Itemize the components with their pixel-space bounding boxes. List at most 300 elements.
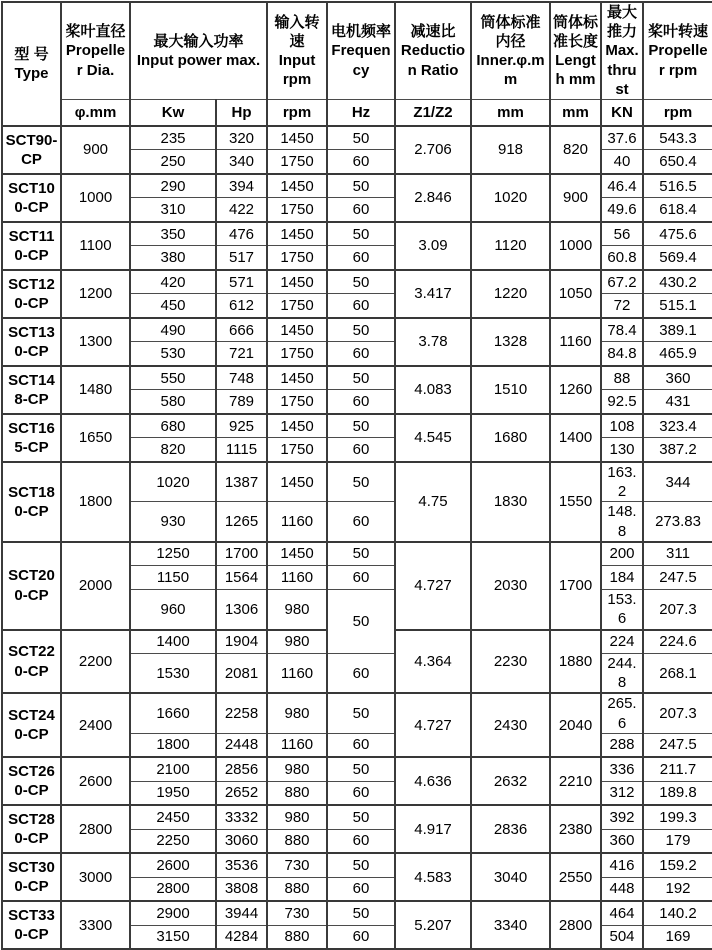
model-cell: SCT260-CP [2,757,61,805]
cell-reduction-ratio: 4.727 [395,542,471,630]
cell-propeller-dia: 2000 [61,542,130,630]
cell-propeller-rpm: 211.7 [643,757,712,781]
header-propeller-dia-en: Propeller Dia. [65,42,126,79]
table-row [2,126,712,150]
cell-reduction-ratio: 4.636 [395,757,471,805]
model-cell: SCT240-CP [2,693,61,757]
spec-table-body [2,126,712,949]
header-type-zh: 型 号 [14,45,49,63]
cell-input-rpm: 1450 [267,126,327,150]
cell-kw: 310 [130,198,216,222]
cell-reduction-ratio: 3.78 [395,318,471,366]
cell-propeller-rpm: 268.1 [643,654,712,694]
cell-inner-dia: 3040 [471,853,550,901]
cell-propeller-rpm: 207.3 [643,590,712,630]
cell-hp: 1265 [216,502,267,542]
cell-propeller-rpm: 224.6 [643,630,712,654]
cell-hp: 422 [216,198,267,222]
cell-max-thrust: 37.6 [601,126,643,150]
cell-kw: 2600 [130,853,216,877]
header-row-units [2,99,712,126]
cell-propeller-rpm: 465.9 [643,342,712,366]
cell-inner-dia: 2836 [471,805,550,853]
cell-kw: 1950 [130,781,216,805]
cell-max-thrust: 46.4 [601,174,643,198]
cell-hp: 3536 [216,853,267,877]
unit-cell-kn: KN [601,99,643,126]
header-input-power-zh: 最大输入功率 [153,32,244,50]
header-max-thrust-zh: 最大推力 [607,4,638,41]
cell-propeller-dia: 2400 [61,693,130,757]
cell-kw: 2800 [130,877,216,901]
header-inner-dia-en: Inner.φ.mm [476,51,545,89]
cell-input-rpm: 1750 [267,198,327,222]
cell-propeller-rpm: 169 [643,925,712,949]
cell-hp: 2081 [216,654,267,694]
cell-input-rpm: 1160 [267,654,327,694]
cell-frequency: 60 [327,925,395,949]
unit-cell-hz: Hz [327,99,395,126]
cell-propeller-rpm: 247.5 [643,566,712,590]
cell-kw: 3150 [130,925,216,949]
cell-kw: 2250 [130,829,216,853]
model-cell: SCT300-CP [2,853,61,901]
cell-input-rpm: 1750 [267,246,327,270]
model-cell: SCT200-CP [2,542,61,630]
cell-input-rpm: 1160 [267,733,327,757]
cell-kw: 350 [130,222,216,246]
header-propeller-dia-zh: 桨叶直径 [65,23,126,41]
cell-input-rpm: 880 [267,877,327,901]
cell-propeller-rpm: 159.2 [643,853,712,877]
cell-hp: 1700 [216,542,267,566]
cell-hp: 3808 [216,877,267,901]
cell-length: 1160 [550,318,601,366]
cell-propeller-dia: 900 [61,126,130,174]
cell-propeller-rpm: 569.4 [643,246,712,270]
cell-propeller-dia: 3000 [61,853,130,901]
cell-input-rpm: 730 [267,901,327,925]
cell-kw: 1530 [130,654,216,694]
cell-max-thrust: 108 [601,414,643,438]
cell-hp: 1387 [216,462,267,502]
cell-input-rpm: 980 [267,693,327,733]
cell-kw: 1800 [130,733,216,757]
cell-max-thrust: 336 [601,757,643,781]
header-cell-frequency [327,2,395,99]
cell-max-thrust: 244.8 [601,654,643,694]
cell-kw: 2900 [130,901,216,925]
cell-input-rpm: 880 [267,829,327,853]
cell-kw: 1400 [130,630,216,654]
cell-inner-dia: 2030 [471,542,550,630]
cell-max-thrust: 504 [601,925,643,949]
cell-hp: 612 [216,294,267,318]
cell-length: 2550 [550,853,601,901]
cell-max-thrust: 67.2 [601,270,643,294]
cell-length: 1050 [550,270,601,318]
cell-frequency: 50 [327,222,395,246]
cell-max-thrust: 448 [601,877,643,901]
header-cell-propeller-rpm [643,2,712,99]
cell-reduction-ratio: 4.75 [395,462,471,542]
cell-input-rpm: 1450 [267,542,327,566]
cell-kw: 930 [130,502,216,542]
cell-max-thrust: 360 [601,829,643,853]
unit-cell-dia: φ.mm [61,99,130,126]
cell-propeller-rpm: 199.3 [643,805,712,829]
cell-input-rpm: 1750 [267,294,327,318]
model-cell: SCT100-CP [2,174,61,222]
cell-inner-dia: 918 [471,126,550,174]
header-reduction-ratio-zh: 减速比 [410,23,456,41]
cell-hp: 2448 [216,733,267,757]
cell-frequency: 50 [327,853,395,877]
cell-frequency: 60 [327,829,395,853]
cell-frequency: 60 [327,198,395,222]
cell-hp: 3332 [216,805,267,829]
cell-max-thrust: 153.6 [601,590,643,630]
cell-propeller-rpm: 650.4 [643,150,712,174]
cell-hp: 1115 [216,438,267,462]
cell-max-thrust: 288 [601,733,643,757]
cell-hp: 2258 [216,693,267,733]
cell-propeller-rpm: 140.2 [643,901,712,925]
cell-propeller-rpm: 323.4 [643,414,712,438]
header-row-main [2,2,712,99]
cell-inner-dia: 2230 [471,630,550,694]
cell-hp: 925 [216,414,267,438]
cell-frequency: 60 [327,246,395,270]
cell-propeller-dia: 2200 [61,630,130,694]
cell-length: 2380 [550,805,601,853]
model-cell: SCT180-CP [2,462,61,542]
cell-max-thrust: 163.2 [601,462,643,502]
cell-kw: 1150 [130,566,216,590]
cell-hp: 2652 [216,781,267,805]
cell-length: 900 [550,174,601,222]
cell-propeller-dia: 1650 [61,414,130,462]
cell-hp: 1306 [216,590,267,630]
model-cell: SCT120-CP [2,270,61,318]
cell-frequency: 50 [327,757,395,781]
cell-frequency: 60 [327,781,395,805]
cell-input-rpm: 880 [267,781,327,805]
header-propeller-rpm-zh: 桨叶转速 [648,23,709,41]
model-cell: SCT90-CP [2,126,61,174]
header-frequency-zh: 电机频率 [331,23,392,41]
cell-input-rpm: 1750 [267,438,327,462]
cell-max-thrust: 60.8 [601,246,643,270]
table-row [2,853,712,877]
table-row [2,318,712,342]
cell-reduction-ratio: 4.727 [395,693,471,757]
unit-cell-propeller-rpm: rpm [643,99,712,126]
unit-cell-rpm: rpm [267,99,327,126]
cell-reduction-ratio: 4.545 [395,414,471,462]
cell-input-rpm: 1450 [267,318,327,342]
table-row [2,901,712,925]
cell-hp: 476 [216,222,267,246]
unit-cell-kw: Kw [130,99,216,126]
cell-max-thrust: 464 [601,901,643,925]
cell-propeller-rpm: 515.1 [643,294,712,318]
cell-reduction-ratio: 4.917 [395,805,471,853]
cell-propeller-rpm: 387.2 [643,438,712,462]
cell-kw: 2450 [130,805,216,829]
table-row [2,542,712,566]
cell-hp: 320 [216,126,267,150]
cell-inner-dia: 1510 [471,366,550,414]
cell-max-thrust: 49.6 [601,198,643,222]
cell-propeller-rpm: 360 [643,366,712,390]
header-cell-reduction-ratio [395,2,471,99]
cell-propeller-rpm: 273.83 [643,502,712,542]
cell-hp: 394 [216,174,267,198]
cell-kw: 580 [130,390,216,414]
cell-frequency: 50 [327,318,395,342]
header-cell-max-thrust [601,2,643,99]
cell-propeller-rpm: 207.3 [643,693,712,733]
cell-input-rpm: 980 [267,757,327,781]
cell-frequency: 50 [327,462,395,502]
cell-input-rpm: 1750 [267,150,327,174]
header-cell-input-rpm [267,2,327,99]
cell-kw: 380 [130,246,216,270]
cell-kw: 550 [130,366,216,390]
cell-max-thrust: 200 [601,542,643,566]
cell-propeller-dia: 1800 [61,462,130,542]
table-row [2,462,712,502]
model-cell: SCT220-CP [2,630,61,694]
cell-inner-dia: 1120 [471,222,550,270]
header-max-thrust-en: Max. thrust [605,42,639,98]
header-input-power-en: Input power max. [136,51,261,69]
cell-kw: 680 [130,414,216,438]
table-row [2,222,712,246]
cell-max-thrust: 224 [601,630,643,654]
cell-length: 2040 [550,693,601,757]
cell-input-rpm: 730 [267,853,327,877]
cell-max-thrust: 40 [601,150,643,174]
cell-max-thrust: 56 [601,222,643,246]
model-cell: SCT110-CP [2,222,61,270]
cell-frequency: 50 [327,414,395,438]
cell-reduction-ratio: 4.583 [395,853,471,901]
cell-max-thrust: 312 [601,781,643,805]
cell-kw: 290 [130,174,216,198]
cell-propeller-dia: 1200 [61,270,130,318]
cell-inner-dia: 2430 [471,693,550,757]
unit-cell-length-mm: mm [550,99,601,126]
cell-max-thrust: 78.4 [601,318,643,342]
cell-propeller-rpm: 179 [643,829,712,853]
cell-reduction-ratio: 2.706 [395,126,471,174]
cell-inner-dia: 2632 [471,757,550,805]
cell-input-rpm: 1450 [267,222,327,246]
cell-length: 2800 [550,901,601,949]
cell-kw: 1020 [130,462,216,502]
header-reduction-ratio-en: Reduction Ratio [400,42,466,79]
cell-inner-dia: 1328 [471,318,550,366]
cell-input-rpm: 1750 [267,342,327,366]
cell-kw: 420 [130,270,216,294]
cell-propeller-rpm: 618.4 [643,198,712,222]
cell-length: 1880 [550,630,601,694]
cell-frequency: 50 [327,366,395,390]
cell-hp: 4284 [216,925,267,949]
cell-frequency: 50 [327,542,395,566]
cell-length: 2210 [550,757,601,805]
cell-propeller-rpm: 389.1 [643,318,712,342]
cell-frequency: 50 [327,805,395,829]
cell-kw: 2100 [130,757,216,781]
cell-frequency: 60 [327,438,395,462]
cell-frequency: 60 [327,654,395,694]
cell-hp: 721 [216,342,267,366]
cell-propeller-rpm: 516.5 [643,174,712,198]
cell-frequency: 50 [327,590,395,654]
cell-hp: 666 [216,318,267,342]
cell-kw: 1250 [130,542,216,566]
cell-propeller-rpm: 430.2 [643,270,712,294]
cell-max-thrust: 84.8 [601,342,643,366]
model-cell: SCT130-CP [2,318,61,366]
cell-input-rpm: 1750 [267,390,327,414]
header-cell-input-power [130,2,267,99]
cell-max-thrust: 88 [601,366,643,390]
cell-propeller-rpm: 247.5 [643,733,712,757]
header-cell-inner-dia [471,2,550,99]
cell-inner-dia: 1220 [471,270,550,318]
cell-reduction-ratio: 3.09 [395,222,471,270]
cell-inner-dia: 3340 [471,901,550,949]
cell-kw: 490 [130,318,216,342]
cell-length: 1260 [550,366,601,414]
cell-length: 1000 [550,222,601,270]
header-input-rpm-en: Input rpm [278,51,316,89]
cell-frequency: 60 [327,390,395,414]
cell-reduction-ratio: 4.083 [395,366,471,414]
cell-hp: 748 [216,366,267,390]
cell-hp: 517 [216,246,267,270]
cell-max-thrust: 72 [601,294,643,318]
header-cell-propeller-dia [61,2,130,99]
cell-length: 1400 [550,414,601,462]
cell-input-rpm: 1450 [267,270,327,294]
header-propeller-rpm-en: Propeller rpm [648,42,708,79]
table-row [2,366,712,390]
cell-max-thrust: 184 [601,566,643,590]
cell-frequency: 50 [327,126,395,150]
table-row [2,414,712,438]
cell-length: 820 [550,126,601,174]
cell-inner-dia: 1680 [471,414,550,462]
unit-cell-hp: Hp [216,99,267,126]
cell-kw: 450 [130,294,216,318]
cell-kw: 235 [130,126,216,150]
cell-reduction-ratio: 2.846 [395,174,471,222]
cell-propeller-rpm: 192 [643,877,712,901]
cell-hp: 3060 [216,829,267,853]
unit-cell-ratio: Z1/Z2 [395,99,471,126]
cell-max-thrust: 416 [601,853,643,877]
cell-length: 1550 [550,462,601,542]
cell-frequency: 60 [327,342,395,366]
cell-hp: 571 [216,270,267,294]
cell-kw: 820 [130,438,216,462]
cell-frequency: 50 [327,693,395,733]
cell-hp: 1564 [216,566,267,590]
cell-propeller-rpm: 475.6 [643,222,712,246]
cell-input-rpm: 980 [267,630,327,654]
model-cell: SCT148-CP [2,366,61,414]
header-length-zh: 筒体标准长度 [553,13,599,50]
cell-kw: 250 [130,150,216,174]
model-cell: SCT165-CP [2,414,61,462]
table-row [2,757,712,781]
cell-propeller-rpm: 189.8 [643,781,712,805]
cell-propeller-dia: 1300 [61,318,130,366]
cell-input-rpm: 1450 [267,174,327,198]
cell-frequency: 60 [327,502,395,542]
cell-reduction-ratio: 3.417 [395,270,471,318]
cell-propeller-rpm: 431 [643,390,712,414]
cell-propeller-dia: 1100 [61,222,130,270]
header-inner-dia-zh: 筒体标准内径 [480,13,541,50]
cell-frequency: 50 [327,174,395,198]
cell-input-rpm: 1450 [267,414,327,438]
cell-max-thrust: 130 [601,438,643,462]
cell-frequency: 60 [327,294,395,318]
model-cell: SCT280-CP [2,805,61,853]
cell-kw: 530 [130,342,216,366]
cell-input-rpm: 980 [267,805,327,829]
cell-frequency: 60 [327,566,395,590]
cell-reduction-ratio: 4.364 [395,630,471,694]
cell-inner-dia: 1020 [471,174,550,222]
table-row [2,693,712,733]
cell-frequency: 50 [327,901,395,925]
cell-input-rpm: 1160 [267,502,327,542]
spec-table [1,1,712,950]
cell-frequency: 60 [327,150,395,174]
cell-propeller-dia: 2800 [61,805,130,853]
cell-input-rpm: 1160 [267,566,327,590]
cell-frequency: 60 [327,733,395,757]
cell-frequency: 50 [327,270,395,294]
cell-reduction-ratio: 5.207 [395,901,471,949]
cell-max-thrust: 392 [601,805,643,829]
header-frequency-en: Frequency [331,42,391,79]
cell-propeller-rpm: 344 [643,462,712,502]
cell-input-rpm: 1450 [267,462,327,502]
cell-propeller-dia: 3300 [61,901,130,949]
cell-propeller-dia: 1480 [61,366,130,414]
table-row [2,805,712,829]
cell-length: 1700 [550,542,601,630]
cell-propeller-dia: 2600 [61,757,130,805]
cell-propeller-rpm: 543.3 [643,126,712,150]
header-length-en: Length mm [555,51,596,89]
model-cell: SCT330-CP [2,901,61,949]
cell-max-thrust: 92.5 [601,390,643,414]
cell-input-rpm: 1450 [267,366,327,390]
cell-hp: 3944 [216,901,267,925]
cell-hp: 789 [216,390,267,414]
cell-input-rpm: 980 [267,590,327,630]
cell-input-rpm: 880 [267,925,327,949]
